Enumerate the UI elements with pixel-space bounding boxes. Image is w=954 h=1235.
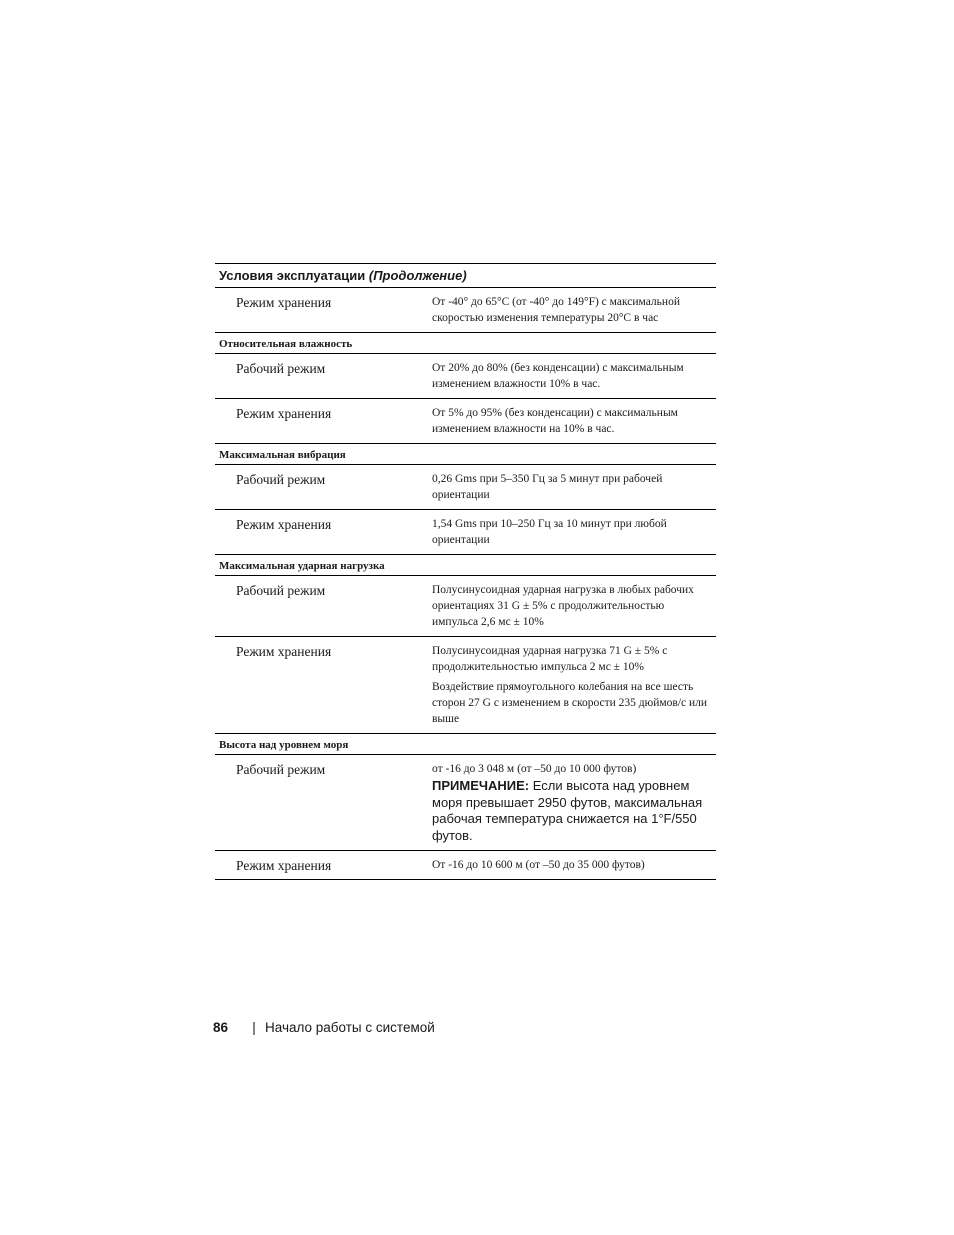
section-header: Максимальная вибрация [215, 443, 716, 465]
section-header: Максимальная ударная нагрузка [215, 554, 716, 576]
value-text: Полусинусоидная ударная нагрузка 71 G ± 5% с продолжительностью импульса 2 мс ± 10% [432, 645, 668, 673]
value-text: Воздействие прямоугольного колебания на все шесть сторон 27 G с изменением в скорости 235 дюймов/с или выше [432, 681, 708, 725]
table-row [215, 636, 716, 733]
note-label: ПРИМЕЧАНИЕ: [432, 778, 530, 793]
row-value [423, 288, 716, 332]
footer-separator: | [252, 1020, 256, 1035]
row-label: Рабочий режим [236, 361, 326, 376]
row-label: Режим хранения [236, 406, 332, 421]
row-label: Режим хранения [236, 858, 332, 873]
row-label: Режим хранения [236, 517, 332, 532]
row-value [423, 510, 716, 554]
value-text: От -40° до 65°C (от -40° до 149°F) с максимальной скоростью изменения температуры 20°C в час [432, 296, 680, 324]
value-text: От -16 до 10 600 м (от –50 до 35 000 футов) [432, 859, 645, 871]
operating-conditions-table [215, 263, 716, 880]
row-label: Режим хранения [236, 644, 332, 659]
row-value [423, 465, 716, 509]
row-value [423, 851, 716, 879]
page-footer [213, 1018, 435, 1038]
footer-title: Начало работы с системой [265, 1020, 435, 1035]
value-text: от -16 до 3 048 м (от –50 до 10 000 футов) [432, 763, 637, 775]
value-text: 1,54 Gms при 10–250 Гц за 10 минут при любой ориентации [432, 518, 667, 546]
table-row [215, 288, 716, 332]
table-title [215, 264, 716, 288]
section-header: Относительная влажность [215, 332, 716, 354]
table-row [215, 354, 716, 398]
table-row [215, 576, 716, 636]
row-value [423, 354, 716, 398]
table-row [215, 398, 716, 443]
row-value [423, 755, 716, 850]
value-text: Полусинусоидная ударная нагрузка в любых рабочих ориентациях 31 G ± 5% с продолжительностью импульса 2,6 мс ± 10% [432, 584, 694, 628]
row-label: Рабочий режим [236, 583, 326, 598]
row-label: Рабочий режим [236, 472, 326, 487]
row-value [423, 399, 716, 443]
row-value [423, 637, 716, 733]
value-text: 0,26 Gms при 5–350 Гц за 5 минут при рабочей ориентации [432, 473, 663, 501]
table-row [215, 850, 716, 879]
table-title-continued: (Продолжение) [368, 268, 467, 283]
value-text: От 5% до 95% (без конденсации) с максимальным изменением влажности на 10% в час. [432, 407, 678, 435]
value-text: От 20% до 80% (без конденсации) с максимальным изменением влажности 10% в час. [432, 362, 684, 390]
table-title-text: Условия эксплуатации [219, 268, 366, 283]
row-label: Режим хранения [236, 295, 332, 310]
note [432, 778, 710, 844]
table-row [215, 465, 716, 509]
note-text: Если высота над уровнем моря превышает 2950 футов, максимальная рабочая температура снижается на 1°F/550 футов. [432, 778, 703, 843]
table-body [215, 288, 716, 879]
row-value [423, 576, 716, 636]
table-row [215, 755, 716, 850]
table-row [215, 509, 716, 554]
section-header: Высота над уровнем моря [215, 733, 716, 755]
page-number: 86 [213, 1020, 229, 1035]
row-label: Рабочий режим [236, 762, 326, 777]
